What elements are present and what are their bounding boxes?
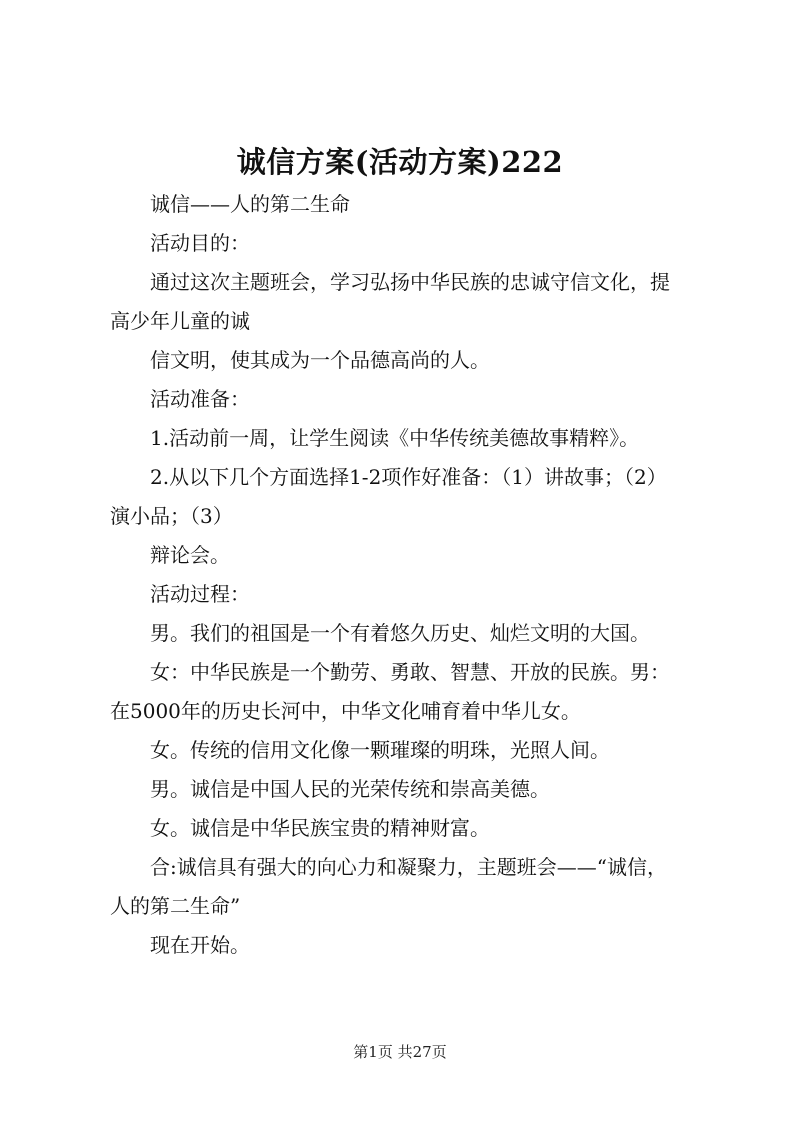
paragraph: 现在开始。	[150, 933, 250, 957]
paragraph: 高少年儿童的诚	[110, 309, 250, 333]
paragraph: 男。我们的祖国是一个有着悠久历史、灿烂文明的大国。	[150, 621, 650, 645]
paragraph: 女。传统的信用文化像一颗璀璨的明珠，光照人间。	[150, 738, 610, 762]
document-title: 诚信方案(活动方案)222	[236, 145, 564, 179]
paragraph: 人的第二生命”	[110, 894, 241, 918]
paragraph: 活动目的：	[150, 231, 250, 255]
paragraph: 2.从以下几个方面选择1-2项作好准备：（1）讲故事；（2）	[150, 465, 667, 489]
paragraph: 信文明，使其成为一个品德高尚的人。	[150, 348, 490, 372]
paragraph: 在5000年的历史长河中，中华文化哺育着中华儿女。	[110, 699, 581, 723]
paragraph: 1.活动前一周，让学生阅读《中华传统美德故事精粹》。	[150, 426, 640, 450]
paragraph: 合:诚信具有强大的向心力和凝聚力，主题班会——“诚信，	[150, 855, 667, 879]
paragraph: 通过这次主题班会，学习弘扬中华民族的忠诚守信文化，提	[150, 270, 670, 294]
paragraph: 活动过程：	[150, 582, 250, 606]
paragraph: 演小品；（3）	[110, 504, 233, 528]
document-body	[110, 185, 702, 965]
paragraph: 女：中华民族是一个勤劳、勇敢、智慧、开放的民族。男：	[150, 660, 670, 684]
paragraph: 女。诚信是中华民族宝贵的精神财富。	[150, 816, 490, 840]
paragraph: 男。诚信是中国人民的光荣传统和崇高美德。	[150, 777, 550, 801]
page-footer: 第1页 共27页	[353, 1043, 447, 1061]
paragraph: 辩论会。	[150, 543, 230, 567]
paragraph: 活动准备：	[150, 387, 250, 411]
paragraph: 诚信——人的第二生命	[150, 192, 350, 216]
